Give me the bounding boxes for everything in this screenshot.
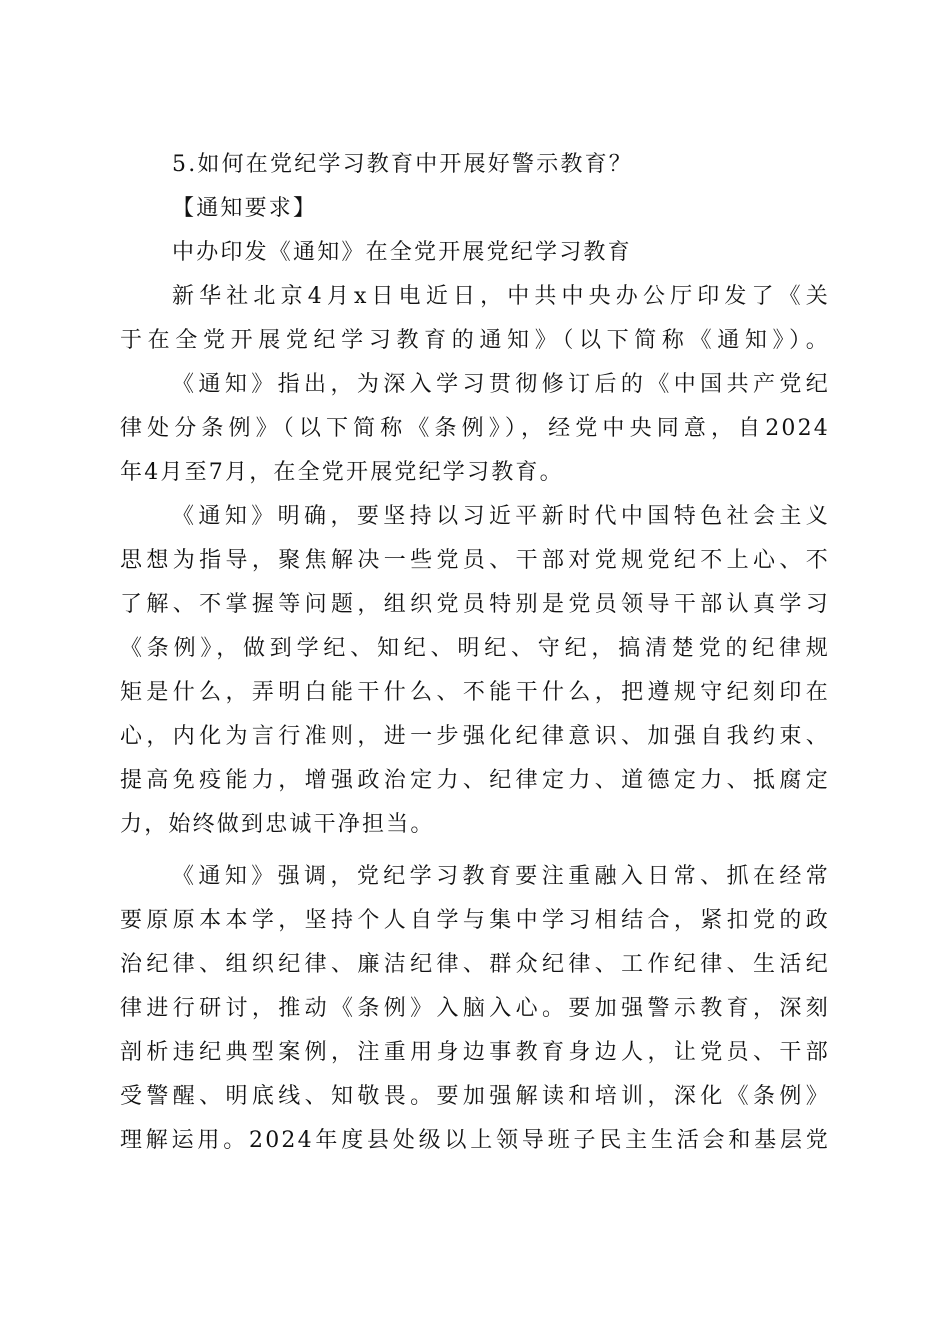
paragraph-3-line-6: 心，内化为言行准则，进一步强化纪律意识、加强自我约束、 (120, 724, 830, 749)
paragraph-2-line-3: 年4月至7月，在全党开展党纪学习教育。 (120, 460, 564, 485)
paragraph-4-line-3: 治纪律、组织纪律、廉洁纪律、群众纪律、工作纪律、生活纪 (120, 952, 830, 977)
paragraph-3-line-7: 提高免疫能力，增强政治定力、纪律定力、道德定力、抵腐定 (120, 768, 830, 793)
paragraph-1-line-1: 新华社北京4月x日电近日，中共中央办公厅印发了《关 (172, 284, 830, 309)
subheading: 中办印发《通知》在全党开展党纪学习教育 (172, 240, 632, 265)
paragraph-4-line-6: 受警醒、明底线、知敬畏。要加强解读和培训，深化《条例》 (120, 1084, 830, 1109)
paragraph-1-line-2: 于在全党开展党纪学习教育的通知》（以下简称《通知》）。 (120, 328, 830, 353)
paragraph-2-line-2: 律处分条例》（以下简称《条例》），经党中央同意，自2024 (120, 416, 830, 441)
paragraph-3-line-3: 了解、不掌握等问题，组织党员特别是党员领导干部认真学习 (120, 592, 830, 617)
paragraph-3-line-5: 矩是什么，弄明白能干什么、不能干什么，把遵规守纪刻印在 (120, 680, 830, 705)
paragraph-4-line-1: 《通知》强调，党纪学习教育要注重融入日常、抓在经常 (172, 864, 830, 889)
paragraph-4-line-5: 剖析违纪典型案例，注重用身边事教育身边人，让党员、干部 (120, 1040, 830, 1065)
paragraph-2-line-1: 《通知》指出，为深入学习贯彻修订后的《中国共产党纪 (172, 372, 830, 397)
paragraph-3-line-2: 思想为指导，聚焦解决一些党员、干部对党规党纪不上心、不 (120, 548, 830, 573)
paragraph-4-line-7: 理解运用。2024年度县处级以上领导班子民主生活会和基层党 (120, 1128, 830, 1153)
question-title: 5.如何在党纪学习教育中开展好警示教育？ (172, 152, 633, 177)
paragraph-4-line-2: 要原原本本学，坚持个人自学与集中学习相结合，紧扣党的政 (120, 908, 830, 933)
section-label: 【通知要求】 (172, 196, 318, 221)
paragraph-3-line-1: 《通知》明确，要坚持以习近平新时代中国特色社会主义 (172, 504, 830, 529)
paragraph-3-line-8: 力，始终做到忠诚干净担当。 (120, 812, 435, 837)
paragraph-3-line-4: 《条例》，做到学纪、知纪、明纪、守纪，搞清楚党的纪律规 (120, 636, 830, 661)
paragraph-4-line-4: 律进行研讨，推动《条例》入脑入心。要加强警示教育，深刻 (120, 996, 830, 1021)
